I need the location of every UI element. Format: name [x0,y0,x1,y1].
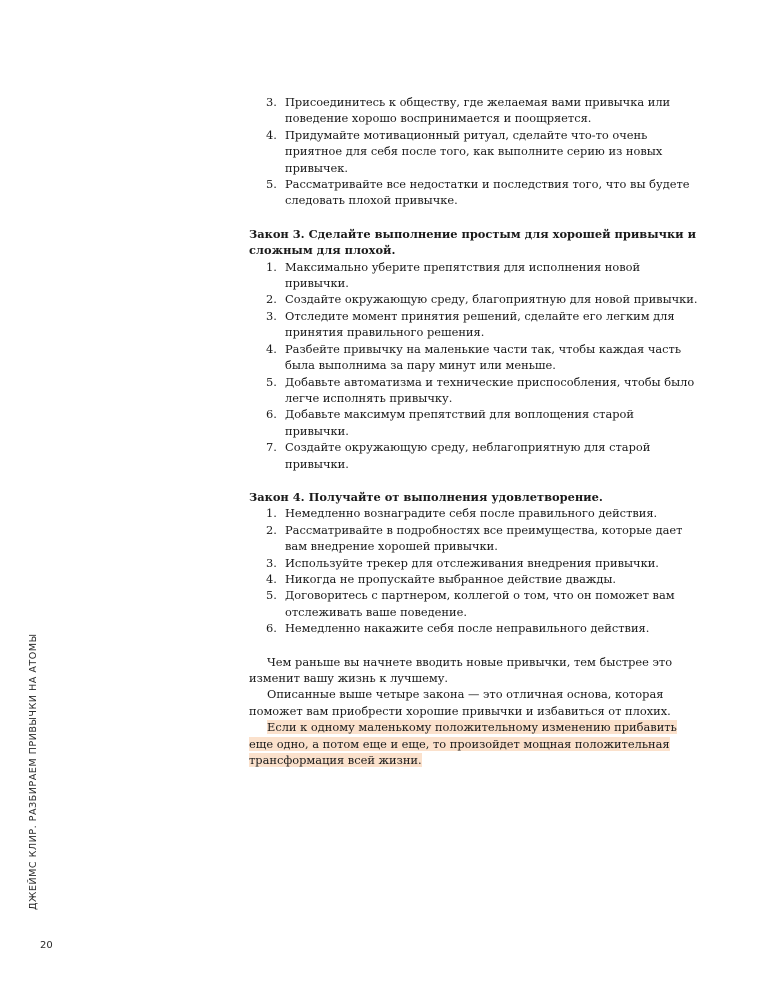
list-item-number: 5. [266,374,277,389]
list-item-text: Отследите момент принятия решений, сделайте его легким для принятия правильного решения. [285,308,675,340]
law-4-list [249,505,701,636]
list-item [249,620,701,636]
list-item-number: 2. [266,292,277,307]
list-item-text: Используйте трекер для отслеживания внедрения привычки. [285,555,659,570]
list-item-text: Разбейте привычку на маленькие части так, чтобы каждая часть была выполнима за пару минут или меньше. [285,341,682,373]
list-item-number: 5. [266,177,277,192]
list-item-text: Присоединитесь к обществу, где желаемая вами привычка или поведение хорошо воспринимается и поощряется. [285,95,671,126]
list-item [249,127,701,176]
law-3-list [249,259,701,472]
list-item-number: 6. [266,621,277,636]
paragraph-2: Описанные выше четыре закона — это отличная основа, которая поможет вам приобрести хорошие привычки и избавиться от плохих. [249,687,671,718]
list-item [249,176,701,209]
list-item [249,571,701,587]
list-item-number: 6. [266,407,277,422]
list-item-number: 3. [266,555,277,570]
list-item [249,341,701,374]
list-item-text: Немедленно вознаградите себя после правильного действия. [285,506,658,521]
page-content [249,94,701,768]
list-item [249,308,701,341]
list-item-text: Никогда не пропускайте выбранное действие дважды. [285,571,617,586]
list-item [249,374,701,407]
law-3-heading: Закон 3. Сделайте выполнение простым для хорошей привычки и сложным для плохой. [249,226,697,258]
list-item [249,587,701,620]
list-item [249,555,701,571]
list-item-number: 3. [266,95,277,109]
list-item-number: 1. [266,259,277,274]
list-item-text: Создайте окружающую среду, неблагоприятную для старой привычки. [285,440,651,471]
list-item [249,505,701,521]
law-4-section [249,489,701,637]
list-item-number: 4. [266,341,277,356]
list-item-text: Создайте окружающую среду, благоприятную для новой привычки. [285,292,698,307]
top-list [249,94,701,209]
running-title: ДЖЕЙМС КЛИР. РАЗБИРАЕМ ПРИВЫЧКИ НА АТОМЫ [28,633,39,910]
list-item-number: 1. [266,506,277,521]
list-item-text: Добавьте автоматизма и технические приспособления, чтобы было легче исполнять привычку. [285,374,695,405]
list-item [249,406,701,439]
list-item-text: Договоритесь с партнером, коллегой о том, что он поможет вам отслеживать ваше поведение. [285,588,675,619]
list-item-text: Немедленно накажите себя после неправильного действия. [285,621,650,636]
list-item-text: Добавьте максимум препятствий для воплощения старой привычки. [285,407,634,438]
list-item [249,439,701,472]
list-item-text: Максимально уберите препятствия для исполнения новой привычки. [285,259,641,291]
law-4-heading: Закон 4. Получайте от выполнения удовлетворение. [249,489,603,504]
list-item-number: 3. [266,308,277,323]
list-item [249,259,701,292]
list-item [249,291,701,307]
paragraph-3-highlighted [249,719,701,768]
law-3-section [249,226,701,472]
list-item-number: 7. [266,440,277,455]
list-item-text: Рассматривайте все недостатки и последствия того, что вы будете следовать плохой привычке. [285,177,690,208]
list-item-number: 4. [266,127,277,142]
list-item-number: 4. [266,571,277,586]
highlighted-text[interactable]: Если к одному маленькому положительному изменению прибавить еще одно, а потом еще и еще, то произойдет мощная положительная трансформация всей жизни. [249,720,677,768]
list-item-number: 5. [266,588,277,603]
page-number: 20 [40,940,53,951]
list-item-text: Рассматривайте в подробностях все преимущества, которые дает вам внедрение хорошей привычки. [285,522,683,554]
list-item [249,94,701,127]
list-item-text: Придумайте мотивационный ритуал, сделайте что-то очень приятное для себя после того, как выполните серию из новых привычек. [285,127,663,175]
paragraph-1: Чем раньше вы начнете вводить новые привычки, тем быстрее это изменит вашу жизнь к лучшему. [249,654,673,685]
list-item-number: 2. [266,522,277,537]
list-item [249,522,701,555]
